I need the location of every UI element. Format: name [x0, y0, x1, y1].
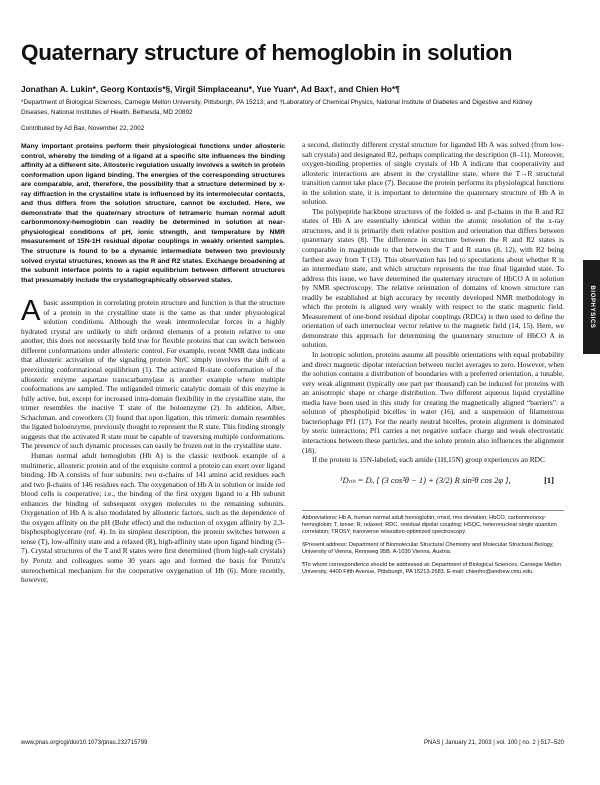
abstract: Many important proteins perform their physiological functions under allosteric control, whereby the binding of a ligand at a specific site influences the binding affinity at a different site. Allosteric regulation usually involves a switch in protein conformation upon ligand binding. The energies of the corresponding structures are comparable, and, therefore, the possibility that a structure determined by x-ray diffraction in the crystalline state is influenced by its intermolecular contacts, and thus differs from the solution structure, cannot be excluded. Here, we demonstrate that the quaternary structure of tetrameric human normal adult carbonmonoxy-hemoglobin can readily be determined in solution at near-physiological conditions of pH, ionic strength, and temperature by NMR measurement of 15N-1H residual dipolar couplings in weakly oriented samples. The structure is found to be a dynamic intermediate between two previously solved crystal structures, known as the R and R2 states. Exchange broadening at the subunit interface points to a rapid equilibrium between different structures that presumably include the crystallographically observed states.: [21, 143, 285, 284]
affiliations: *Department of Biological Sciences, Carnegie Mellon University, Pittsburgh, PA 15213; and †Laboratory of Chemical Physics, National Institute of Diabetes and Digestive and Kidney Diseases, National Institutes of Health, Bethesda, MD 20892: [21, 99, 533, 116]
left-column: [21, 142, 285, 585]
r2-paragraph: a second, distinctly different crystal structure for liganded Hb A was solved (from low-salt crystals) and designated R2, perhaps complicating the description (8–11). Moreover, oxygen-binding properties of single crystals of Hb A indicate that cooperativity and allosteric interactions are absent in the crystalline state, where the T→R structural transition cannot take place (7). Because the protein performs its physiological functions in the solution state, it is important to determine the quaternary structure of Hb A in solution.: [302, 140, 564, 207]
section-tab-label: BIOPHYSICS: [588, 285, 595, 329]
journal-citation: PNAS | January 21, 2003 | vol. 100 | no. 2 | 517–520: [424, 740, 564, 746]
doi-link[interactable]: www.pnas.org/cgi/doi/10.1073/pnas.232715799: [21, 740, 148, 746]
contributed-line: Contributed by Ad Bax, November 22, 2002: [21, 125, 145, 132]
rdc-paragraph: If the protein is 15N-labeled, each amide (1H,15N) group experiences an RDC: [312, 455, 545, 465]
article-title: Quaternary structure of hemoglobin in solution: [21, 40, 513, 65]
intro-text: basic assumption in correlating protein structure and function is that the structure of a protein in the crystalline state is the same as that under physiological solution conditions. Although the weak intermolecular forces in a highly hydrated crystal are unlikely to shift ordered elements of a protein relative to one another, this does not necessarily hold true for flexible proteins that can switch between different conformations under allosteric control. For example, recent NMR data indicate that allosteric activation of the signaling protein NtrC simply involves the shift of a preexisting conformational equilibrium (1). The activated R-state conformation of the allosteric enzyme aspartate transcarbamylase is another example where multiple conformations are sampled. The unliganded trimeric catalytic domain of this enzyme is fully active, but, except for increased intra-domain flexibility in the crystalline state, the trimer resembles the inactive T state of the holoenzyme (2). In addition, Alber, Schachman, and coworkers (3) found that upon ligation, this trimeric domain resembles the ligated holoenzyme, previously thought to represent the R state. This finding strongly suggests that the activated R state must be capable of traversing multiple conformations. The presence of such dynamic processes can easily be frozen out in the crystalline state.: [21, 298, 285, 451]
footnote-present-address: §Present address: Department of Biomolecular Structural Chemistry and Molecular Structural Biology, University of Vienna, Rennweg 95B, A-1030 Vienna, Austria.: [302, 541, 554, 556]
equation-1: [302, 468, 564, 502]
equation-body: ¹Dₙₕ = Dₐ [ (3 cos²θ − 1) + (3/2) R sin²θ cos 2φ ],: [340, 474, 511, 485]
equation-number: [1]: [544, 474, 554, 485]
intro-paragraph: [21, 295, 285, 451]
section-tab: [583, 260, 600, 354]
footnote-abbreviations: Abbreviations: Hb A, human normal adult hemoglobin; rmsd, rms deviation; HbCO, carbonmonoxy-hemoglobin; T, tense; R, relaxed; RDC, residual dipolar coupling; HSQC, heteronuclear single quantum correlation; TROSY, transverse relaxation-optimized spectroscopy.: [302, 514, 557, 536]
isotropic-paragraph: In isotropic solution, proteins assume all possible orientations with equal probability and direct magnetic dipolar interaction between nuclei averages to zero. However, when the solution contains a distribution of boundaries with a preferred orientation, a tunable, very weak alignment (typically one part per thousand) can be induced for proteins with an anisotropic shape or charge distribution. Two different aqueous liquid crystalline media have been used in this study for creating the magnetically aligned “barriers”: a solution of phospholipid bicelles in water (16), and a suspension of filamentous bacteriophage Pf1 (17). For the nearly neutral bicelles, protein alignment is dominated by steric interactions; Pf1 carries a net negative surface charge and weak electrostatic interactions between these particles, and the solute protein also influences the alignment (18).: [302, 350, 564, 455]
backbone-paragraph: The polypeptide backbone structures of the folded α- and β-chains in the R and R2 states of Hb A are essentially identical within the atomic resolution of the x-ray structures, and it is primarily their relative position and orientation that differs between quaternary states (8). The difference in structure between the R and R2 states is comparable in magnitude to that between the T and R states (8, 12), with R2 being farthest away from T (13). This observation has led to speculations about whether R is an intermediate state, and which structure represents the true final liganded state. To address this issue, we have determined the quaternary structure of HbCO A in solution by NMR spectroscopy. The relative orientation of domains of known structure can readily be established at high accuracy by recently developed NMR methodology in which the protein is aligned very weakly with respect to the static magnetic field. Measurement of one-bond residual dipolar couplings (RDCs) is then used to define the orientation of each internuclear vector relative to the magnetic field (14, 15). Here, we demonstrate this approach for determining the quaternary structure of HbCO A in solution.: [302, 206, 564, 350]
footnotes: [302, 510, 564, 577]
right-column: [302, 140, 564, 581]
hemoglobin-paragraph: Human normal adult hemoglobin (Hb A) is the classic textbook example of a multimeric, allosteric protein and of the exquisite control a protein can exert over ligand binding. Hb A consists of four subunits: two α-chains of 141 amino acid residues each and two β-chains of 146 residues each. The oxygenation of Hb A in solution or inside red blood cells is cooperative; i.e., the binding of the first oxygen ligand to a Hb subunit enhances the binding of subsequent oxygen molecules to the remaining subunits. Oxygenation of Hb A is also modulated by allosteric factors, such as the dependence of the oxygen affinity on the pH (Bohr effect) and the reduction of oxygen affinity by 2,3-bisphosphoglycerate (ref. 4). In its simplest description, the protein switches between a tense (T), low-affinity state and a relaxed (R), high-affinity state upon ligand binding (5–7). Crystal structures of the T and R states were first determined (from high-salt crystals) by Perutz and colleagues some 30 years ago and formed the basis for Perutz's stereochemical mechanism for the cooperative oxygenation of Hb (6). More recently, however,: [21, 450, 285, 585]
author-list: Jonathan A. Lukin*, Georg Kontaxis*§, Virgil Simplaceanu*, Yue Yuan*, Ad Bax†, and Chien Ho*¶: [21, 84, 400, 94]
drop-cap: A: [21, 295, 41, 328]
footnote-correspondence: ¶To whom correspondence should be addressed at: Department of Biological Sciences, Carnegie Mellon University, 4400 Fifth Avenue, Pittsburgh, PA 15213-2683. E-mail: chienho@andrew.cmu.edu.: [302, 561, 561, 576]
